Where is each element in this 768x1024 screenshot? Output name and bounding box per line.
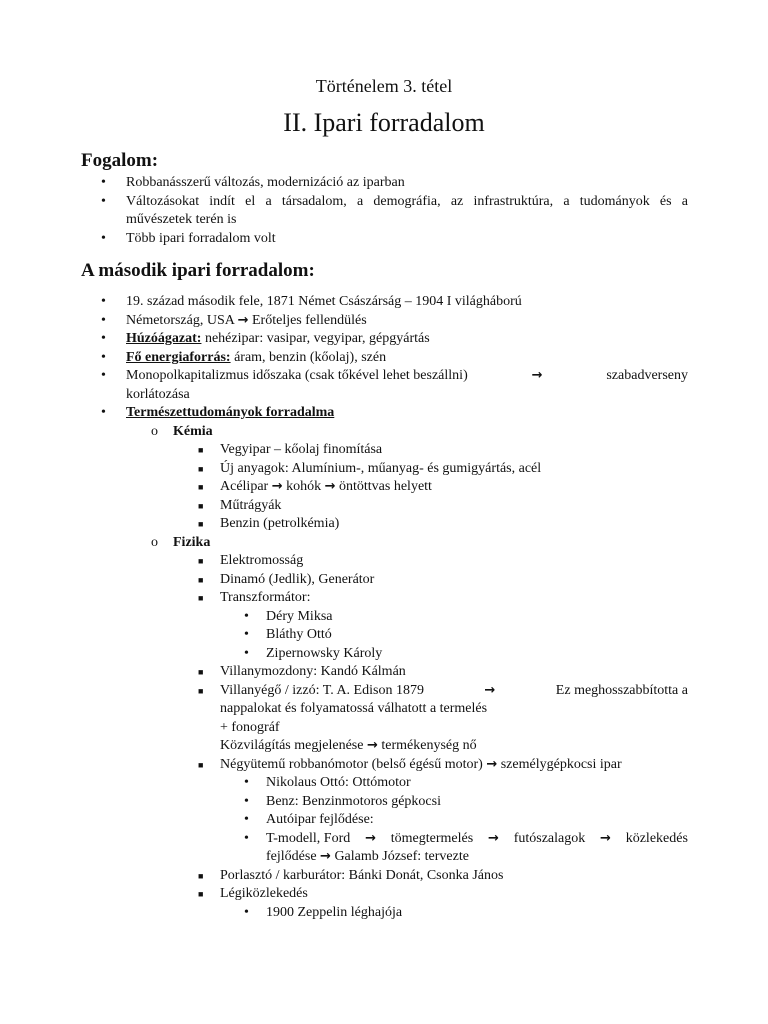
list-item: • Benz: Benzinmotoros gépkocsi xyxy=(81,793,688,812)
square-bullet-icon: ■ xyxy=(198,500,204,511)
document-title: II. Ipari forradalom xyxy=(283,108,485,137)
list-item-kemia: o Kémia xyxy=(81,423,688,442)
bullet-icon: • xyxy=(244,608,249,624)
fogalom-list xyxy=(81,174,688,248)
square-bullet-icon: ■ xyxy=(198,685,204,696)
list-item: ■ Vegyipar – kőolaj finomítása xyxy=(81,441,688,460)
list-item: • Déry Miksa xyxy=(81,608,688,627)
arrow-icon: → xyxy=(320,849,331,864)
bullet-icon: • xyxy=(101,312,106,328)
arrow-icon: → xyxy=(531,368,543,383)
list-item: • Húzóágazat: nehézipar: vasipar, vegyipar, gépgyártás xyxy=(81,330,688,349)
list-item: ■ Elektromosság xyxy=(81,552,688,571)
arrow-icon: → xyxy=(324,479,336,494)
bullet-icon: • xyxy=(101,175,106,190)
arrow-icon: → xyxy=(237,312,249,328)
second-revolution-heading: A második ipari forradalom: xyxy=(81,260,315,281)
second-revolution-list xyxy=(81,293,688,922)
square-bullet-icon: ■ xyxy=(198,482,204,492)
list-item: • Monopolkapitalizmus időszaka (csak tőkével lehet beszállni) → szabadverseny korlátozása xyxy=(101,368,688,402)
fogalom-heading: Fogalom: xyxy=(81,150,159,171)
square-bullet-icon: ■ xyxy=(198,667,204,677)
list-item: ■ Dinamó (Jedlik), Generátor xyxy=(81,571,688,590)
bullet-icon: • xyxy=(244,812,249,827)
bullet-icon: • xyxy=(101,294,106,309)
bullet-icon: • xyxy=(101,405,106,420)
list-item: • Robbanásszerű változás, modernizáció az iparban xyxy=(81,174,688,193)
bullet-icon: • xyxy=(244,775,249,790)
square-bullet-icon: ■ xyxy=(198,759,204,770)
list-item: ■ Acélipar → kohók → öntöttvas helyett xyxy=(81,478,688,497)
bullet-icon: • xyxy=(101,368,106,383)
bullet-icon: • xyxy=(244,645,249,661)
list-item: • Nikolaus Ottó: Ottómotor xyxy=(81,774,688,793)
list-item: ■ Légiközlekedés xyxy=(81,885,688,904)
list-item: • Bláthy Ottó xyxy=(81,626,688,645)
bullet-icon: • xyxy=(244,904,249,920)
square-bullet-icon: ■ xyxy=(198,870,204,881)
list-item: ■ Új anyagok: Alumínium-, műanyag- és gumigyártás, acél xyxy=(81,460,688,479)
arrow-icon: → xyxy=(271,479,283,494)
bullet-icon: • xyxy=(244,793,249,809)
bullet-icon: • xyxy=(101,349,106,365)
arrow-icon: → xyxy=(600,830,611,846)
square-bullet-icon: ■ xyxy=(198,574,204,585)
arrow-icon: → xyxy=(487,830,499,846)
bullet-icon: • xyxy=(101,331,106,346)
square-bullet-icon: ■ xyxy=(198,593,204,603)
list-item: ■ Műtrágyák xyxy=(81,497,688,516)
bullet-icon: • xyxy=(101,193,106,209)
list-item: ■ Transzformátor: xyxy=(81,589,688,608)
arrow-icon: → xyxy=(366,738,378,753)
circle-bullet-icon: o xyxy=(151,423,158,439)
circle-bullet-icon: o xyxy=(151,534,158,550)
list-item: • Zipernowsky Károly xyxy=(81,645,688,664)
list-item: • Több ipari forradalom volt xyxy=(81,230,688,249)
list-item: • T-modell, Ford → tömegtermelés → futószalagok → közlekedés fejlődése → Galamb József: tervezte xyxy=(244,830,688,864)
list-item: • 1900 Zeppelin léghajója xyxy=(81,904,688,923)
arrow-icon: → xyxy=(486,756,498,772)
list-item: • Természettudományok forradalma xyxy=(81,404,688,423)
bullet-icon: • xyxy=(244,830,249,846)
square-bullet-icon: ■ xyxy=(198,463,204,474)
list-item: ■ Benzin (petrolkémia) xyxy=(81,515,688,534)
arrow-icon: → xyxy=(365,830,376,846)
list-item: ■ Villanymozdony: Kandó Kálmán xyxy=(81,663,688,682)
list-item: • Németország, USA → Erőteljes fellendülés xyxy=(81,312,688,331)
square-bullet-icon: ■ xyxy=(198,556,204,566)
document-subtitle: Történelem 3. tétel xyxy=(315,76,453,96)
square-bullet-icon: ■ xyxy=(198,519,204,529)
bullet-icon: • xyxy=(244,627,249,642)
list-item: • Fő energiaforrás: áram, benzin (kőolaj), szén xyxy=(81,349,688,368)
list-item: ■ Porlasztó / karburátor: Bánki Donát, Csonka János xyxy=(81,867,688,886)
arrow-icon: → xyxy=(484,682,496,698)
list-item-fizika: o Fizika xyxy=(81,534,688,553)
list-item: ■ Villanyégő / izzó: T. A. Edison 1879 → Ez meghosszabbította a nappalokat és folyamatossá válhatott a termelés + fonográf Közvilágítás megjelenése → termékenység nő xyxy=(198,682,688,753)
square-bullet-icon: ■ xyxy=(198,445,204,455)
list-item: ■ Négyütemű robbanómotor (belső égésű motor) → személygépkocsi ipar xyxy=(81,756,688,775)
list-item: • Változásokat indít el a társadalom, a demográfia, az infrastruktúra, a tudományok és a művészetek terén is xyxy=(101,193,688,227)
list-item: • Autóipar fejlődése: xyxy=(81,811,688,830)
list-item: • 19. század második fele, 1871 Német Császárság – 1904 I világháború xyxy=(81,293,688,312)
bullet-icon: • xyxy=(101,230,106,246)
square-bullet-icon: ■ xyxy=(198,889,204,899)
